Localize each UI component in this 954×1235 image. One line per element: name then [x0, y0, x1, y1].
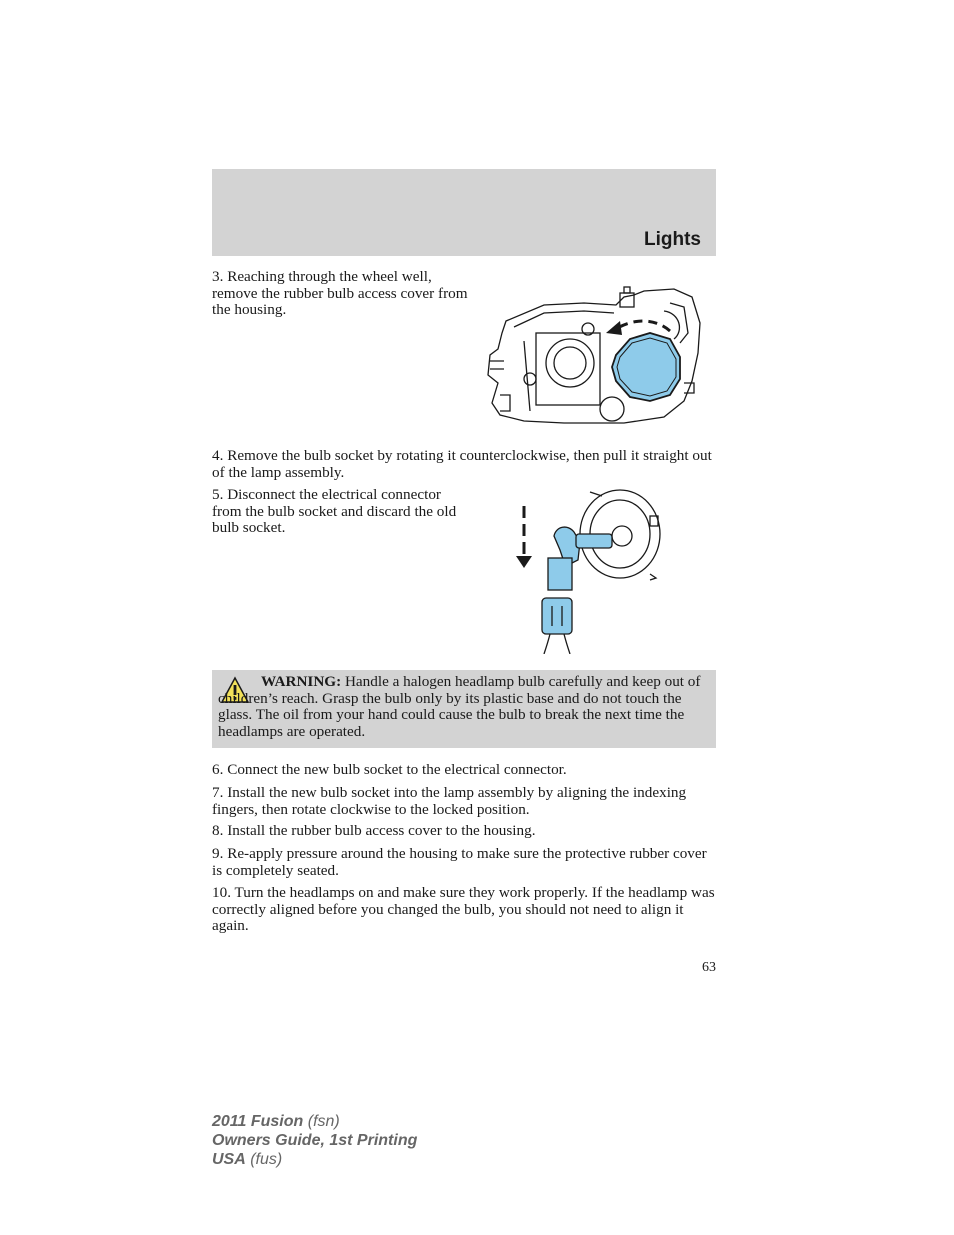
headlamp-housing-figure	[484, 283, 706, 428]
section-header	[212, 169, 716, 256]
footer-region: USA	[212, 1151, 246, 1168]
bulb-socket-figure	[510, 486, 666, 654]
footer-line-1	[212, 1112, 417, 1131]
step-4: 4. Remove the bulb socket by rotating it counterclockwise, then pull it straight out of the lamp assembly.	[212, 447, 712, 481]
step-8: 8. Install the rubber bulb access cover to the housing.	[212, 822, 536, 839]
footer-model-code: (fsn)	[303, 1113, 340, 1130]
footer-region-code: (fus)	[245, 1151, 283, 1168]
step-7: 7. Install the new bulb socket into the lamp assembly by aligning the indexing fingers, then rotate clockwise to the locked position.	[212, 784, 687, 818]
warning-label: WARNING:	[261, 673, 342, 690]
section-title: Lights	[644, 229, 701, 250]
page-number: 63	[702, 960, 716, 975]
step-6: 6. Connect the new bulb socket to the electrical connector.	[212, 761, 567, 778]
step-10: 10. Turn the headlamps on and make sure they work properly. If the headlamp was correctly aligned before you changed the bulb, you should not need to align it again.	[212, 884, 715, 934]
warning-text	[218, 674, 708, 740]
step-9: 9. Re-apply pressure around the housing to make sure the protective rubber cover is completely seated.	[212, 845, 707, 879]
warning-box	[212, 670, 716, 748]
warning-body: Handle a halogen headlamp bulb carefully and keep out of children’s reach. Grasp the bulb only by its plastic base and do not touch the glass. The oil from your hand could cause the bulb to break the next time the headlamps are operated.	[218, 673, 701, 740]
footer-line-2	[212, 1131, 417, 1150]
footer-model: 2011 Fusion	[212, 1113, 304, 1130]
footer	[212, 1112, 417, 1169]
footer-line-3	[212, 1150, 417, 1169]
footer-printing: Owners Guide, 1st Printing	[212, 1132, 418, 1149]
step-5: 5. Disconnect the electrical connector from the bulb socket and discard the old bulb socket.	[212, 486, 457, 536]
step-3: 3. Reaching through the wheel well, remove the rubber bulb access cover from the housing.	[212, 268, 468, 318]
